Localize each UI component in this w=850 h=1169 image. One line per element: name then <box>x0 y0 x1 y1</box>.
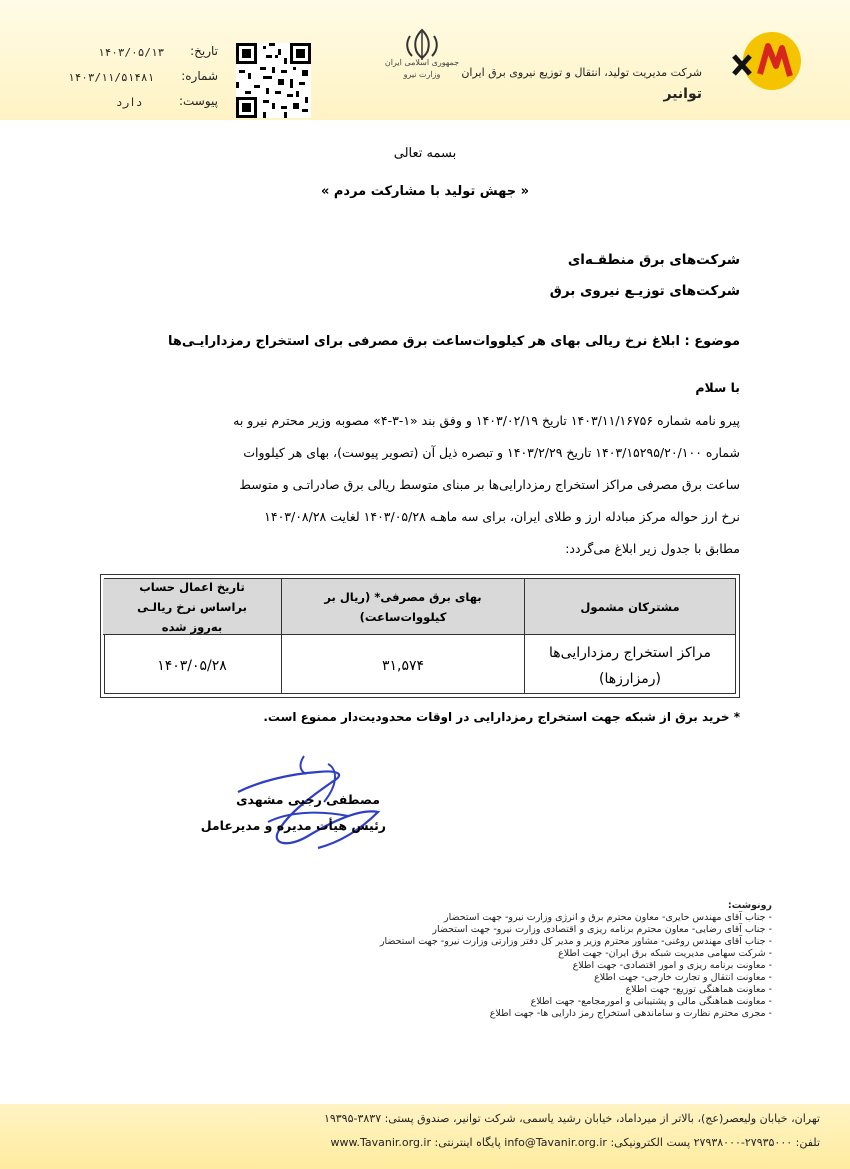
company-short-name: توانیر <box>663 86 702 102</box>
recipient-1: شرکت‌های برق منطقـه‌ای <box>567 252 740 268</box>
cc-item: - جناب آقای رضایی- معاون محترم برنامه ریزی و اقتصادی وزارت نیرو- جهت استحضار <box>432 924 772 935</box>
body-line: پیرو نامه شماره ۱۴۰۳/۱۱/۱۶۷۵۶ تاریخ ۱۴۰۳/۰۲/۱۹ و وفق بند «۱-۳-۴» مصوبه وزیر محترم نیرو به <box>233 413 740 428</box>
body-line: شماره ۱۴۰۳/۱۵۲۹۵/۲۰/۱۰۰ تاریخ ۱۴۰۳/۲/۲۹ و تبصره ذیل آن (تصویر پیوست)، بهای هر کیلووات <box>243 445 740 460</box>
number-label: شماره: <box>181 69 218 83</box>
table-cell-date: ۱۴۰۳/۰۵/۲۸ <box>157 658 227 674</box>
table-cell-subscribers: مراکز استخراج رمزدارایی‌ها (رمزارزها) <box>549 645 711 687</box>
cc-item: - شرکت سهامی مدیریت شبکه برق ایران- جهت اطلاع <box>558 948 772 959</box>
cc-item: - جناب آقای مهندس روغنی- مشاور محترم وزیر و مدیر کل دفتر وزارتی وزارت نیرو- جهت استحضار <box>379 936 772 947</box>
qr-code-icon <box>236 43 311 118</box>
table-header-subscribers: مشترکان مشمول <box>525 579 735 635</box>
cc-item: - معاونت هماهنگی مالی و پشتیبانی و امورمجامع- جهت اطلاع <box>530 996 772 1007</box>
emblem-caption-2: وزارت نیرو <box>403 70 441 79</box>
tariff-table <box>100 574 740 698</box>
cc-item: - معاونت برنامه ریزی و امور اقتصادی- جهت اطلاع <box>572 960 772 971</box>
recipient-2: شرکت‌های توزیـع نیروی برق <box>549 283 740 299</box>
cc-item: - جناب آقای مهندس حایری- معاون محترم برق و انرژی وزارت نیرو- جهت استحضار <box>444 912 772 923</box>
table-cell-price: ۳۱,۵۷۴ <box>381 658 425 674</box>
date-label: تاریخ: <box>190 44 218 58</box>
body-line: مطابق با جدول زیر ابلاغ می‌گردد: <box>565 541 740 556</box>
cc-item: - معاونت هماهنگی توزیع- جهت اطلاع <box>625 984 772 995</box>
table-divider <box>281 579 282 693</box>
cc-item: - معاونت انتقال و تجارت خارجی- جهت اطلاع <box>594 972 772 983</box>
table-header-price: بهای برق مصرفی* (ریال بر کیلووات‌ساعت) <box>282 579 524 635</box>
footer-contact: تلفن: ۲۷۹۳۵۰۰۰-۲۷۹۳۸۰۰۰ پست الکترونیکی: info@Tavanir.org.ir پایگاه اینترنتی: www.Tavanir.org.ir <box>330 1136 820 1149</box>
iran-emblem-icon <box>402 28 442 62</box>
footer-address: تهران، خیابان ولیعصر(عج)، بالاتر از میرداماد، خیابان رشید یاسمی، شرکت توانیر، صندوق پستی: ۳۸۳۷-۱۹۳۹۵ <box>323 1112 820 1125</box>
signer-title: رئیس هیأت مدیره و مدیرعامل <box>200 818 386 833</box>
body-line: نرخ ارز حواله مرکز مبادله ارز و طلای ایران، برای سه ماهـه ۱۴۰۳/۰۵/۲۸ لغایت ۱۴۰۳/۰۸/۲۸ <box>264 509 740 524</box>
table-header-date: تاریخ اعمال حساب براساس نرخ ریالـی به‌روز شده <box>103 579 281 635</box>
signer-name: مصطفی رجبی مشهدی <box>236 792 380 807</box>
number-value: ۱۴۰۳/۱۱/۵۱۴۸۱ <box>68 71 155 84</box>
attachment-label: پیوست: <box>178 94 218 108</box>
date-value: ۱۴۰۳/۰۵/۱۳ <box>98 46 165 59</box>
tavanir-logo-icon <box>730 30 802 92</box>
table-divider <box>524 579 525 693</box>
emblem-caption-1: جمهوری اسلامی ایران <box>384 58 460 67</box>
body-line: ساعت برق مصرفی مراکز استخراج رمزدارایی‌ها بر مبنای متوسط ریالی برق صادراتـی و متوسط <box>239 477 740 492</box>
footnote: * خرید برق از شبکه جهت استخراج رمزدارایی در اوقات محدودیت‌دار ممنوع است. <box>263 710 740 724</box>
subject: موضوع : ابلاغ نرخ ریالی بهای هر کیلووات‌ساعت برق مصرفی برای استخراج رمزدارایـی‌ها <box>167 334 740 349</box>
greeting: با سلام <box>695 380 740 395</box>
company-name: شرکت مدیریت تولید، انتقال و توزیع نیروی برق ایران <box>461 66 702 79</box>
attachment-value: دارد <box>116 96 143 109</box>
cc-title: رونوشت: <box>727 900 772 911</box>
basmala: بسمه تعالی <box>393 146 457 161</box>
motto: « جهش تولید با مشارکت مردم » <box>320 184 530 199</box>
cc-item: - مجری محترم نظارت و ساماندهی استخراج رمز دارایی ها- جهت اطلاع <box>489 1008 772 1019</box>
